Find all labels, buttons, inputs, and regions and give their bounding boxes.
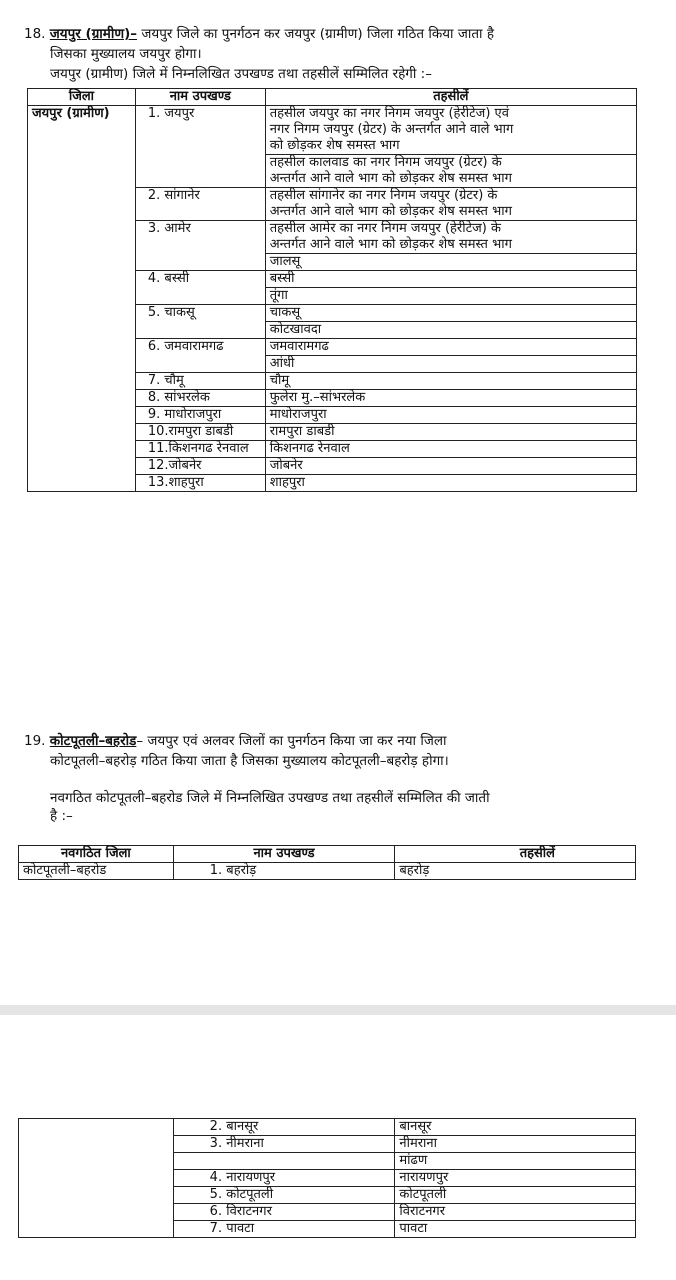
tehsil-cell: बानसूर [395,1119,636,1136]
tehsil-line: अन्तर्गत आने वाले भाग को छोड़कर शेष समस्त भाग [269,237,512,252]
document-page-2 [0,1015,676,1280]
subdivision-cell: 7. चौमू [135,373,265,390]
header-tehsils: तहसीलें [265,89,636,106]
tehsil-line: जोबनेर [269,458,303,473]
district-cell: जयपुर (ग्रामीण) [28,106,136,492]
header-district: जिला [28,89,136,106]
section-19-line-1 [24,733,447,750]
table-row [28,106,637,155]
district-cell [19,1119,174,1238]
tehsil-line: अन्तर्गत आने वाले भाग को छोड़कर शेष समस्त भाग [269,204,512,219]
table-row [19,1119,636,1136]
tehsil-cell [265,475,636,492]
tehsil-cell [265,305,636,322]
section-19-number: 19. [24,733,46,749]
subdivision-cell: 4. बस्सी [135,271,265,305]
tehsil-cell [265,271,636,288]
tehsil-line: जमवारामगढ [269,339,329,354]
section-18-number: 18. [24,26,46,42]
subdivision-cell: 3. नीमराना [173,1136,395,1153]
tehsil-cell: पावटा [395,1221,636,1238]
subdivision-cell: 6. जमवारामगढ [135,339,265,373]
subdivision-cell: 7. पावटा [173,1221,395,1238]
tehsil-line: अन्तर्गत आने वाले भाग को छोड़कर शेष समस्त भाग [269,171,512,186]
subdivision-cell: 6. विराटनगर [173,1204,395,1221]
tehsil-line: रामपुरा डाबडी [269,424,335,439]
tehsil-line: नगर निगम जयपुर (ग्रेटर) के अन्तर्गत आने वाले भाग [269,122,514,137]
table-header-row [28,89,637,106]
tehsil-cell [265,407,636,424]
subdivision-cell: 4. नारायणपुर [173,1170,395,1187]
section-18-table [27,88,637,492]
subdivision-cell: 12.जोबनेर [135,458,265,475]
tehsil-line: शाहपुरा [269,475,305,490]
tehsil-cell [265,356,636,373]
tehsil-line: तूंगा [269,288,288,303]
tehsil-line: आंधी [269,356,295,371]
subdivision-cell: 5. कोटपूतली [173,1187,395,1204]
section-18-line-2: जिसका मुख्यालय जयपुर होगा। [50,46,202,62]
district-cell: कोटपूतली–बहरोड [19,863,174,880]
tehsil-line: तहसील सांगानेर का नगर निगम जयपुर (ग्रेटर) के [269,188,498,203]
tehsil-cell: विराटनगर [395,1204,636,1221]
tehsil-cell [265,441,636,458]
section-18-text-1: जयपुर जिले का पुनर्गठन कर जयपुर (ग्रामीण) जिला गठित किया जाता है [137,26,494,42]
header-new-district: नवगठित जिला [19,846,174,863]
tehsil-cell: नीमराना [395,1136,636,1153]
tehsil-cell: नारायणपुर [395,1170,636,1187]
section-19-heading: कोटपूतली–बहरोड [49,733,137,749]
header-subdivision: नाम उपखण्ड [135,89,265,106]
section-19-text-1: – जयपुर एवं अलवर जिलों का पुनर्गठन किया जा कर नया जिला [136,733,447,749]
subdivision-cell [173,1153,395,1170]
tehsil-line: फुलेरा मु.–सांभरलेक [269,390,366,405]
tehsil-line: जालसू [269,254,301,269]
tehsil-cell [265,288,636,305]
tehsil-cell: मांढण [395,1153,636,1170]
tehsil-line: बस्सी [269,271,295,286]
section-19-line-4: है :– [50,808,73,824]
subdivision-cell: 10.रामपुरा डाबडी [135,424,265,441]
tehsil-cell [265,390,636,407]
tehsil-line: चाकसू [269,305,301,320]
tehsil-line: तहसील आमेर का नगर निगम जयपुर (हेरीटेज) के [269,221,501,236]
continuation-table [18,1118,636,1238]
table-header-row [19,846,636,863]
section-18-line-1 [24,26,494,43]
subdivision-cell: 11.किशनगढ रेनवाल [135,441,265,458]
tehsil-cell [265,373,636,390]
subdivision-cell: 5. चाकसू [135,305,265,339]
tehsil-line: किशनगढ रेनवाल [269,441,350,456]
subdivision-cell: 3. आमेर [135,221,265,271]
tehsil-line: को छोड़कर शेष समस्त भाग [269,138,400,153]
subdivision-cell: 8. सांभरलेक [135,390,265,407]
tehsil-line: कोटखावदा [269,322,322,337]
tehsil-cell: बहरोड़ [395,863,636,880]
subdivision-cell: 2. बानसूर [173,1119,395,1136]
subdivision-cell: 1. जयपुर [135,106,265,188]
tehsil-cell [265,188,636,221]
tehsil-cell [265,339,636,356]
tehsil-cell [265,106,636,155]
subdivision-cell: 13.शाहपुरा [135,475,265,492]
section-18-line-3: जयपुर (ग्रामीण) जिले में निम्नलिखित उपखण्ड तथा तहसीलें सम्मिलित रहेगी :– [50,66,432,82]
section-19-table [18,845,636,880]
section-19-line-3: नवगठित कोटपूतली–बहरोड जिले में निम्नलिखित उपखण्ड तथा तहसीलें सम्मिलित की जाती [50,790,490,806]
header-subdivision: नाम उपखण्ड [173,846,395,863]
tehsil-line: चौमू [269,373,290,388]
tehsil-cell [265,322,636,339]
tehsil-cell [265,424,636,441]
header-tehsils: तहसीलें [395,846,636,863]
tehsil-cell [265,155,636,188]
section-18-heading: जयपुर (ग्रामीण)– [49,26,138,42]
subdivision-cell: 9. माधोराजपुरा [135,407,265,424]
tehsil-cell [265,254,636,271]
tehsil-cell [265,221,636,254]
section-19-line-2: कोटपूतली–बहरोड़ गठित किया जाता है जिसका मुख्यालय कोटपूतली–बहरोड़ होगा। [50,753,449,769]
tehsil-cell [265,458,636,475]
tehsil-line: तहसील कालवाड का नगर निगम जयपुर (ग्रेटर) के [269,155,502,170]
table-row [19,863,636,880]
tehsil-line: माधोराजपुरा [269,407,327,422]
tehsil-cell: कोटपूतली [395,1187,636,1204]
tehsil-line: तहसील जयपुर का नगर निगम जयपुर (हेरीटेज) एवं [269,106,509,121]
subdivision-cell: 1. बहरोड़ [173,863,395,880]
page-separator [0,1005,676,1015]
subdivision-cell: 2. सांगानेर [135,188,265,221]
